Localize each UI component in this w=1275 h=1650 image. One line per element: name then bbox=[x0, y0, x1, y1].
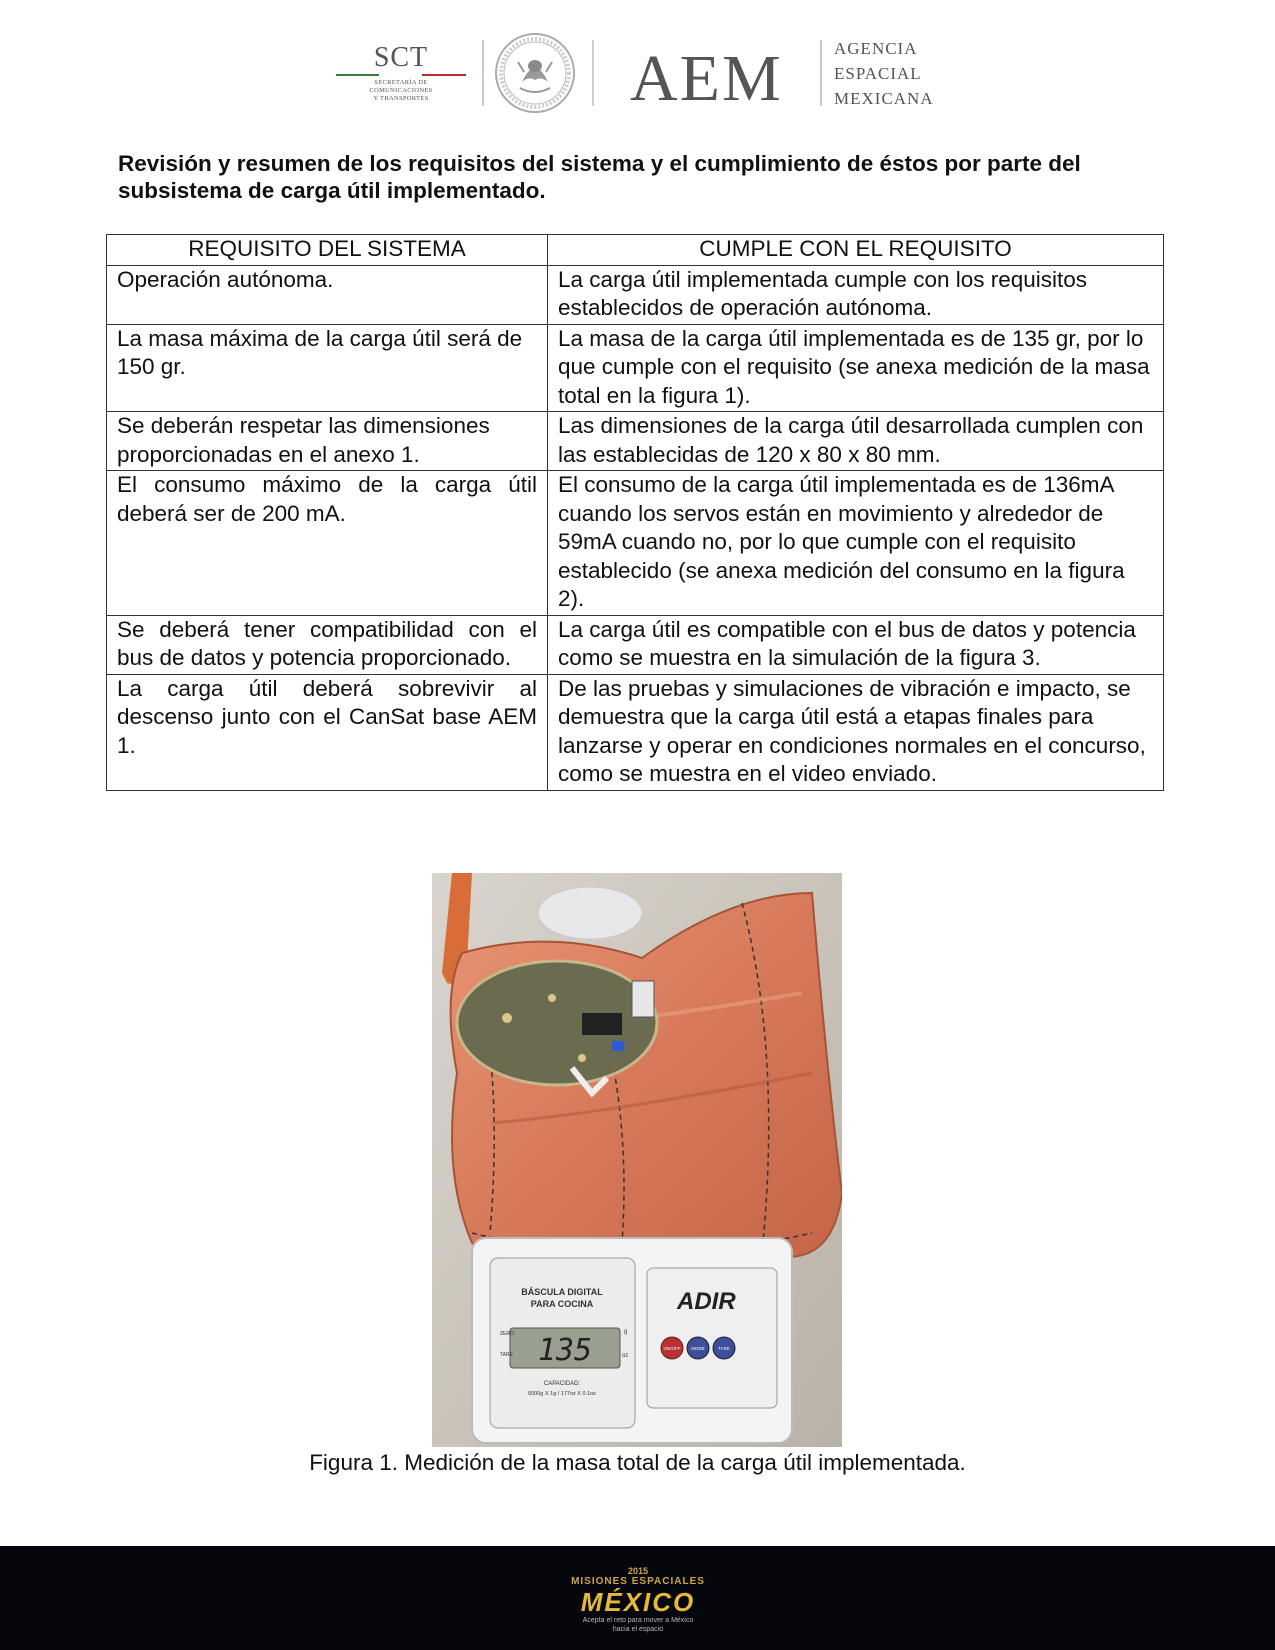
button-tare-label: TARE bbox=[718, 1346, 730, 1351]
table-row bbox=[107, 674, 1164, 790]
column-header-compliance: CUMPLE CON EL REQUISITO bbox=[548, 235, 1164, 266]
requirement-cell: La carga útil deberá sobrevivir al descenso junto con el CanSat base AEM 1. bbox=[107, 674, 548, 790]
button-mode-label: MODE bbox=[691, 1346, 705, 1351]
payload-on-scale-image bbox=[432, 873, 842, 1447]
agency-name bbox=[834, 36, 934, 111]
misiones-espaciales-logo bbox=[558, 1566, 718, 1634]
footer-tagline: hacia el espacio bbox=[612, 1626, 664, 1633]
capacity-label: CAPACIDAD: bbox=[543, 1381, 581, 1387]
table-header-row bbox=[107, 235, 1164, 266]
column-header-requirement: REQUISITO DEL SISTEMA bbox=[107, 235, 548, 266]
footer-brand: MÉXICO bbox=[580, 1587, 696, 1617]
tare-label: TARE bbox=[500, 1352, 513, 1358]
agency-line: ESPACIAL bbox=[834, 64, 922, 83]
sct-logo-sub1: SECRETARÍA DE bbox=[374, 79, 428, 86]
table-row bbox=[107, 412, 1164, 471]
unit-g: g bbox=[624, 1329, 628, 1335]
unit-oz: oz bbox=[622, 1353, 629, 1359]
compliance-cell: Las dimensiones de la carga útil desarrollada cumplen con las establecidas de 120 x 80 x 80 mm. bbox=[548, 412, 1164, 471]
sct-logo-title: SCT bbox=[373, 42, 429, 73]
button-onoff-label: ON/OFF bbox=[663, 1346, 681, 1351]
requirement-cell: Se deberá tener compatibilidad con el bus de datos y potencia proporcionado. bbox=[107, 615, 548, 674]
table-row bbox=[107, 265, 1164, 324]
requirement-cell: Operación autónoma. bbox=[107, 265, 548, 324]
requirement-cell: La masa máxima de la carga útil será de 150 gr. bbox=[107, 324, 548, 412]
figure-caption: Figura 1. Medición de la masa total de la carga útil implementada. bbox=[309, 1450, 966, 1475]
footer-tagline: Acepta el reto para mover a México bbox=[582, 1617, 694, 1624]
section-heading: Revisión y resumen de los requisitos del sistema y el cumplimiento de éstos por parte del subsistema de carga útil implementado. bbox=[118, 151, 1081, 203]
compliance-cell: La carga útil implementada cumple con los requisitos establecidos de operación autónoma. bbox=[548, 265, 1164, 324]
capacity-value: 5000g X 1g / 177oz X 0.1oz bbox=[528, 1391, 596, 1397]
scale-display-value: 135 bbox=[537, 1333, 593, 1368]
agency-line: AGENCIA bbox=[834, 39, 918, 58]
header-divider bbox=[820, 40, 822, 106]
scale-label-line1: BÁSCULA DIGITAL bbox=[521, 1287, 603, 1297]
requirement-cell: El consumo máximo de la carga útil deberá ser de 200 mA. bbox=[107, 471, 548, 616]
sct-logo-stripe bbox=[336, 74, 466, 76]
requirements-table bbox=[106, 234, 1164, 791]
aem-logo: AEM bbox=[630, 42, 783, 115]
sct-logo-sub3: Y TRANSPORTES bbox=[373, 95, 429, 102]
compliance-cell: La masa de la carga útil implementada es de 135 gr, por lo que cumple con el requisito (se anexa medición de la masa total en la figura 1). bbox=[548, 324, 1164, 412]
sct-logo-sub2: COMUNICACIONES bbox=[369, 87, 433, 94]
requirement-cell: Se deberán respetar las dimensiones proporcionadas en el anexo 1. bbox=[107, 412, 548, 471]
compliance-cell: El consumo de la carga útil implementada es de 136mA cuando los servos están en movimiento y alrededor de 59mA cuando no, por lo que cumple con el requisito establecido (se anexa medición del consumo en la figura 2). bbox=[548, 471, 1164, 616]
mexico-seal-icon bbox=[494, 32, 576, 114]
figure-1-photo bbox=[432, 873, 842, 1447]
compliance-cell: La carga útil es compatible con el bus de datos y potencia como se muestra en la simulación de la figura 3. bbox=[548, 615, 1164, 674]
table-row bbox=[107, 471, 1164, 616]
scale-brand: ADIR bbox=[677, 1288, 736, 1315]
footer-title: MISIONES ESPACIALES bbox=[571, 1576, 705, 1587]
zero-label: ZERO bbox=[500, 1331, 514, 1337]
scale-label-line2: PARA COCINA bbox=[530, 1299, 594, 1309]
header-divider bbox=[592, 40, 594, 106]
agency-line: MEXICANA bbox=[834, 89, 934, 108]
header-divider bbox=[482, 40, 484, 106]
footer-year: 2015 bbox=[627, 1566, 649, 1576]
table-row bbox=[107, 324, 1164, 412]
compliance-cell: De las pruebas y simulaciones de vibración e impacto, se demuestra que la carga útil está a etapas finales para lanzarse y operar en condiciones normales en el concurso, como se muestra en el video enviado. bbox=[548, 674, 1164, 790]
page-footer bbox=[0, 1546, 1275, 1650]
sct-logo bbox=[336, 44, 466, 103]
table-row bbox=[107, 615, 1164, 674]
document-header bbox=[330, 28, 950, 118]
